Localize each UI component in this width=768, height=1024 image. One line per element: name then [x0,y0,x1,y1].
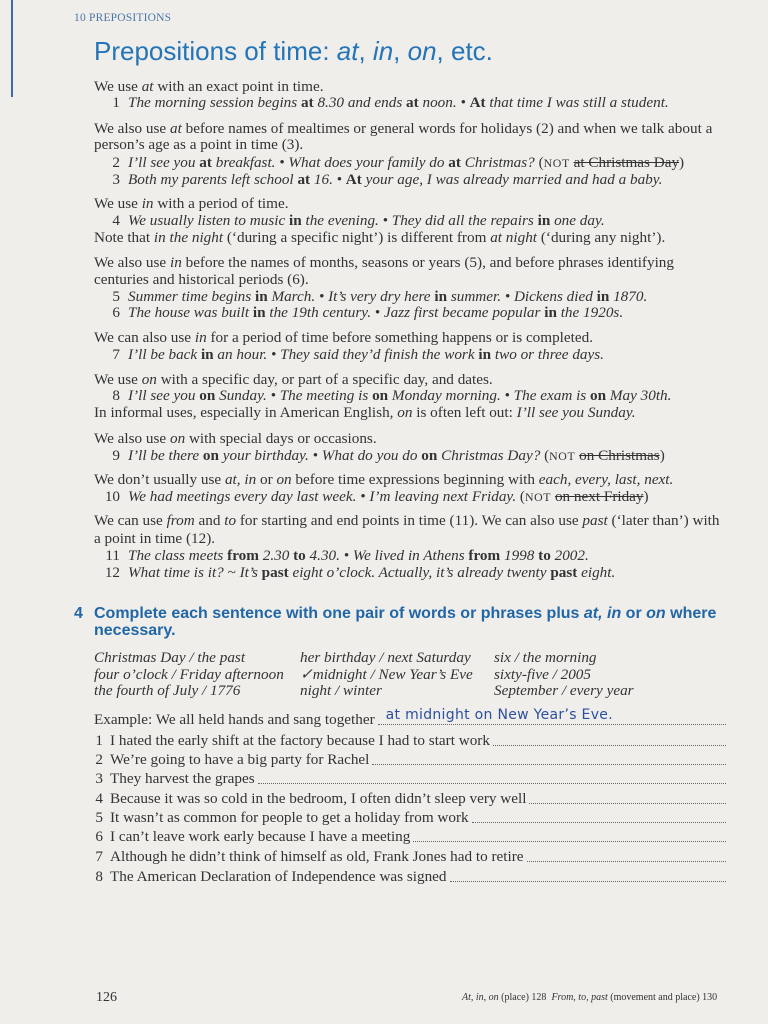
text: ) [679,154,685,171]
italic-text: Christmas Day? [437,447,545,464]
example-number: 1 [112,94,120,111]
example-12 [94,564,615,582]
italic-text: The class meets [128,547,228,564]
example-number: 3 [112,171,120,188]
answer-blank [527,861,726,862]
italic-text: past [582,512,608,529]
text: before the names of months, seasons or years (5), and before phrases identifying [181,254,674,271]
rule-no-preposition [94,471,673,489]
italic-text: on [407,36,437,66]
italic-text: at, in [583,605,622,622]
italic-text: on [397,404,413,421]
word-box-option: Christmas Day / the past [94,649,246,666]
example-10 [94,488,649,506]
text: with an exact point in time. [153,78,324,95]
keyword: on [202,447,219,464]
text: (‘during a specific night’) is different from [223,229,491,246]
item-text: Because it was so cold in the bedroom, I often didn’t sleep very well [110,790,527,807]
keyword: in [289,212,302,229]
keyword: at [297,171,311,188]
keyword: at [448,154,461,171]
keyword: in [434,288,448,305]
answer-blank [413,841,726,842]
rule-on-special-days [94,430,377,448]
italic-text: The house was built [128,304,253,321]
word-box-option: night / winter [300,682,382,699]
italic-text: I’ll see you [128,387,200,404]
italic-text: 8.30 and ends [313,94,407,111]
italic-text: at [169,120,182,137]
italic-text: 4.30. • We lived in Athens [305,547,469,564]
example-number: 9 [112,447,120,464]
italic-text: in the night [153,229,224,246]
item-text: We’re going to have a big party for Rachel [110,751,370,768]
italic-text: eight o’clock. Actually, it’s already twenty [288,564,551,581]
text: We also use [94,120,170,137]
text: Prepositions of time: [94,36,337,66]
italic-text: the 19th century. • Jazz first became popular [265,304,545,321]
text: with special days or occasions. [185,430,377,447]
text: is often left out: [412,404,517,421]
struck-out-text: on next Friday [554,488,644,505]
keyword: at [406,94,419,111]
rule-in-months-line-1 [94,254,674,272]
note-in-the-night [94,229,665,247]
not-label: NOT [543,156,570,170]
text: We use [94,78,142,95]
italic-text: 2002. [550,547,589,564]
answer-blank [493,745,726,746]
italic-text: on [276,471,292,488]
keyword: from [227,547,259,564]
keyword: at [300,94,314,111]
exercise-item [94,868,726,886]
italic-text: 1998 [500,547,539,564]
item-number: 1 [95,732,103,749]
exercise-item [94,790,726,808]
rule-from-to-past-line-1 [94,512,719,530]
italic-text: March. • It’s very dry here [267,288,435,305]
keyword: on [421,447,438,464]
italic-text: The morning session begins [128,94,301,111]
italic-text: on [169,430,186,447]
example-4 [94,212,605,230]
italic-text: two or three days. [491,346,604,363]
exercise-instruction-line-1 [94,605,716,623]
text: centuries and historical periods (6). [94,271,309,288]
italic-text: your age, I was already married and had a baby. [361,171,663,188]
item-text: They harvest the grapes [110,770,255,787]
word-box-option-used: ✓midnight / New Year’s Eve [300,666,473,683]
item-text: I hated the early shift at the factory because I had to start work [110,732,490,749]
example-6 [94,304,623,322]
text: person’s age as a point in time (3). [94,136,304,153]
exercise-item [94,848,726,866]
italic-text: at [336,36,359,66]
page-title [94,36,493,66]
keyword: At [345,171,362,188]
example-number: 12 [104,564,120,581]
cross-references [462,992,717,1004]
example-number: 7 [112,346,120,363]
exercise-number: 4 [74,605,83,622]
item-number: 7 [95,848,103,865]
italic-text: an hour. • They said they’d finish the work [213,346,479,363]
rule-in-period [94,195,289,213]
text: (‘later than’) with [607,512,720,529]
keyword: in [200,346,214,363]
word-box-option: September / every year [494,682,634,699]
italic-text: We usually listen to music [128,212,290,229]
rule-at-mealtimes-line-2 [94,136,303,154]
keyword: to [538,547,551,564]
text: We also use [94,254,170,271]
italic-text: at night [490,229,538,246]
text: necessary. [94,622,176,639]
text: ) [659,447,665,464]
text: We don’t usually use [94,471,225,488]
italic-text: breakfast. • What does your family do [211,154,449,171]
struck-out-text: on Christmas [579,447,660,464]
italic-text: I’ll see you Sunday. [516,404,636,421]
handwritten-answer: at midnight on New Year’s Eve. [385,707,613,723]
text: We also use [94,430,170,447]
item-number: 4 [95,790,103,807]
italic-text: I’ll be there [128,447,203,464]
not-label: NOT [524,490,552,504]
italic-text: from [166,512,195,529]
italic-text: the evening. • They did all the repairs [301,212,538,229]
keyword: in [596,288,610,305]
italic-text: to [224,512,237,529]
italic-text: Both my parents left school [128,171,298,188]
answer-blank [258,783,726,784]
rule-in-months-line-2 [94,271,309,289]
rule-from-to-past-line-2 [94,530,215,548]
exercise-item [94,751,726,769]
keyword: past [550,564,578,581]
italic-text: Monday morning. • The exam is [388,387,591,404]
margin-rule [11,0,13,97]
answer-blank [372,764,726,765]
italic-text: in [141,195,154,212]
example-number: 8 [112,387,120,404]
item-number: 5 [95,809,103,826]
item-number: 6 [95,828,103,845]
keyword: past [261,564,289,581]
italic-text: 2.30 [258,547,294,564]
keyword: on [372,387,389,404]
italic-text: What time is it? ~ It’s [128,564,262,581]
italic-text: one day. [550,212,605,229]
text: before time expressions beginning with [291,471,539,488]
italic-text: at, in [224,471,257,488]
example-8 [94,387,671,405]
word-box-option: four o’clock / Friday afternoon [94,666,284,683]
word-box-option: the fourth of July / 1776 [94,682,241,699]
text: or [256,471,277,488]
example-label: Example: We all held hands and sang together [94,711,375,728]
text: We can also use [94,329,195,346]
keyword: at [199,154,212,171]
page-number: 126 [96,990,117,1005]
text: where [665,605,717,622]
text: with a specific day, or part of a specific day, and dates. [156,371,493,388]
text: In informal uses, especially in American English, [94,404,398,421]
italic-text: the 1920s. [556,304,624,321]
example-1 [94,94,669,112]
word-box-option: six / the morning [494,649,597,666]
text: a point in time (12). [94,530,216,547]
example-number: 5 [112,288,120,305]
item-number: 2 [95,751,103,768]
italic-text: in [372,36,394,66]
exercise-item [94,770,726,788]
not-label: NOT [549,449,576,463]
keyword: to [293,547,306,564]
running-head: 10 PREPOSITIONS [74,12,172,24]
italic-text: in [169,254,182,271]
text: ( [538,154,544,171]
text: for starting and end points in time (11). We can also use [236,512,583,529]
italic-text: At, in, on [462,992,499,1003]
example-number: 2 [112,154,120,171]
text: , [393,36,408,66]
text: (place) 128 [498,992,552,1003]
text: ( [544,447,550,464]
item-text: I can’t leave work early because I have a meeting [110,828,411,845]
exercise-item [94,809,726,827]
example-number: 10 [104,488,120,505]
example-11 [94,547,589,565]
keyword: At [469,94,486,111]
text: (‘during any night’). [537,229,666,246]
keyword: in [537,212,551,229]
italic-text: Sunday. • The meeting is [215,387,373,404]
keyword: in [478,346,492,363]
item-number: 3 [95,770,103,787]
italic-text: Summer time begins [128,288,255,305]
italic-text: Christmas? [460,154,539,171]
italic-text: your birthday. • What do you do [218,447,422,464]
example-9 [94,447,665,465]
answer-blank [450,881,726,882]
item-text: It wasn’t as common for people to get a holiday from work [110,809,469,826]
answer-blank [472,822,726,823]
keyword: in [252,304,266,321]
example-number: 4 [112,212,120,229]
text: with a period of time. [153,195,289,212]
item-number: 8 [95,868,103,885]
italic-text: eight. [577,564,616,581]
keyword: on [590,387,607,404]
italic-text: We had meetings every day last week. • I’m leaving next Friday. [128,488,520,505]
italic-text: From, to, past [551,992,608,1003]
italic-text: 1870. [609,288,648,305]
exercise-item [94,732,726,750]
text: (movement and place) 130 [607,992,718,1003]
example-3 [94,171,662,189]
text: before names of mealtimes or general words for holidays (2) and when we talk about a [181,120,713,137]
italic-text: on [646,605,666,622]
item-text: Although he didn’t think of himself as old, Frank Jones had to retire [110,848,524,865]
italic-text: at [141,78,154,95]
answer-blank [378,707,726,725]
answer-blank [529,803,726,804]
keyword: on [199,387,216,404]
italic-text: that time I was still a student. [485,94,669,111]
exercise-instruction-line-2 [94,622,176,640]
text: ) [643,488,649,505]
italic-text: each, every, last, next. [538,471,674,488]
text: , etc. [436,36,493,66]
word-box-option: sixty-five / 2005 [494,666,591,683]
text: We use [94,195,142,212]
keyword: in [254,288,268,305]
italic-text: on [141,371,157,388]
word-box-option: her birthday / next Saturday [300,649,471,666]
italic-text: May 30th. [606,387,672,404]
text: or [621,605,647,622]
rule-in-before-event [94,329,593,347]
example-number: 6 [112,304,120,321]
item-text: The American Declaration of Independence was signed [110,868,447,885]
italic-text: summer. • Dickens died [447,288,597,305]
text: Note that [94,229,154,246]
struck-out-text: at Christmas Day [573,154,680,171]
text: We can use [94,512,167,529]
example-2 [94,154,684,172]
exercise-example [94,707,726,729]
italic-text: in [194,329,207,346]
text: and [194,512,225,529]
example-7 [94,346,604,364]
text: We use [94,371,142,388]
italic-text: 16. • [310,171,346,188]
text: , [358,36,373,66]
note-informal-on [94,404,636,422]
italic-text: I’ll be back [128,346,201,363]
text: Complete each sentence with one pair of words or phrases plus [94,605,584,622]
keyword: in [544,304,557,321]
text: ( [519,488,525,505]
text: for a period of time before something happens or is completed. [206,329,593,346]
exercise-item [94,828,726,846]
example-number: 11 [105,547,120,564]
italic-text: I’ll see you [128,154,200,171]
italic-text: noon. • [418,94,470,111]
keyword: from [468,547,501,564]
